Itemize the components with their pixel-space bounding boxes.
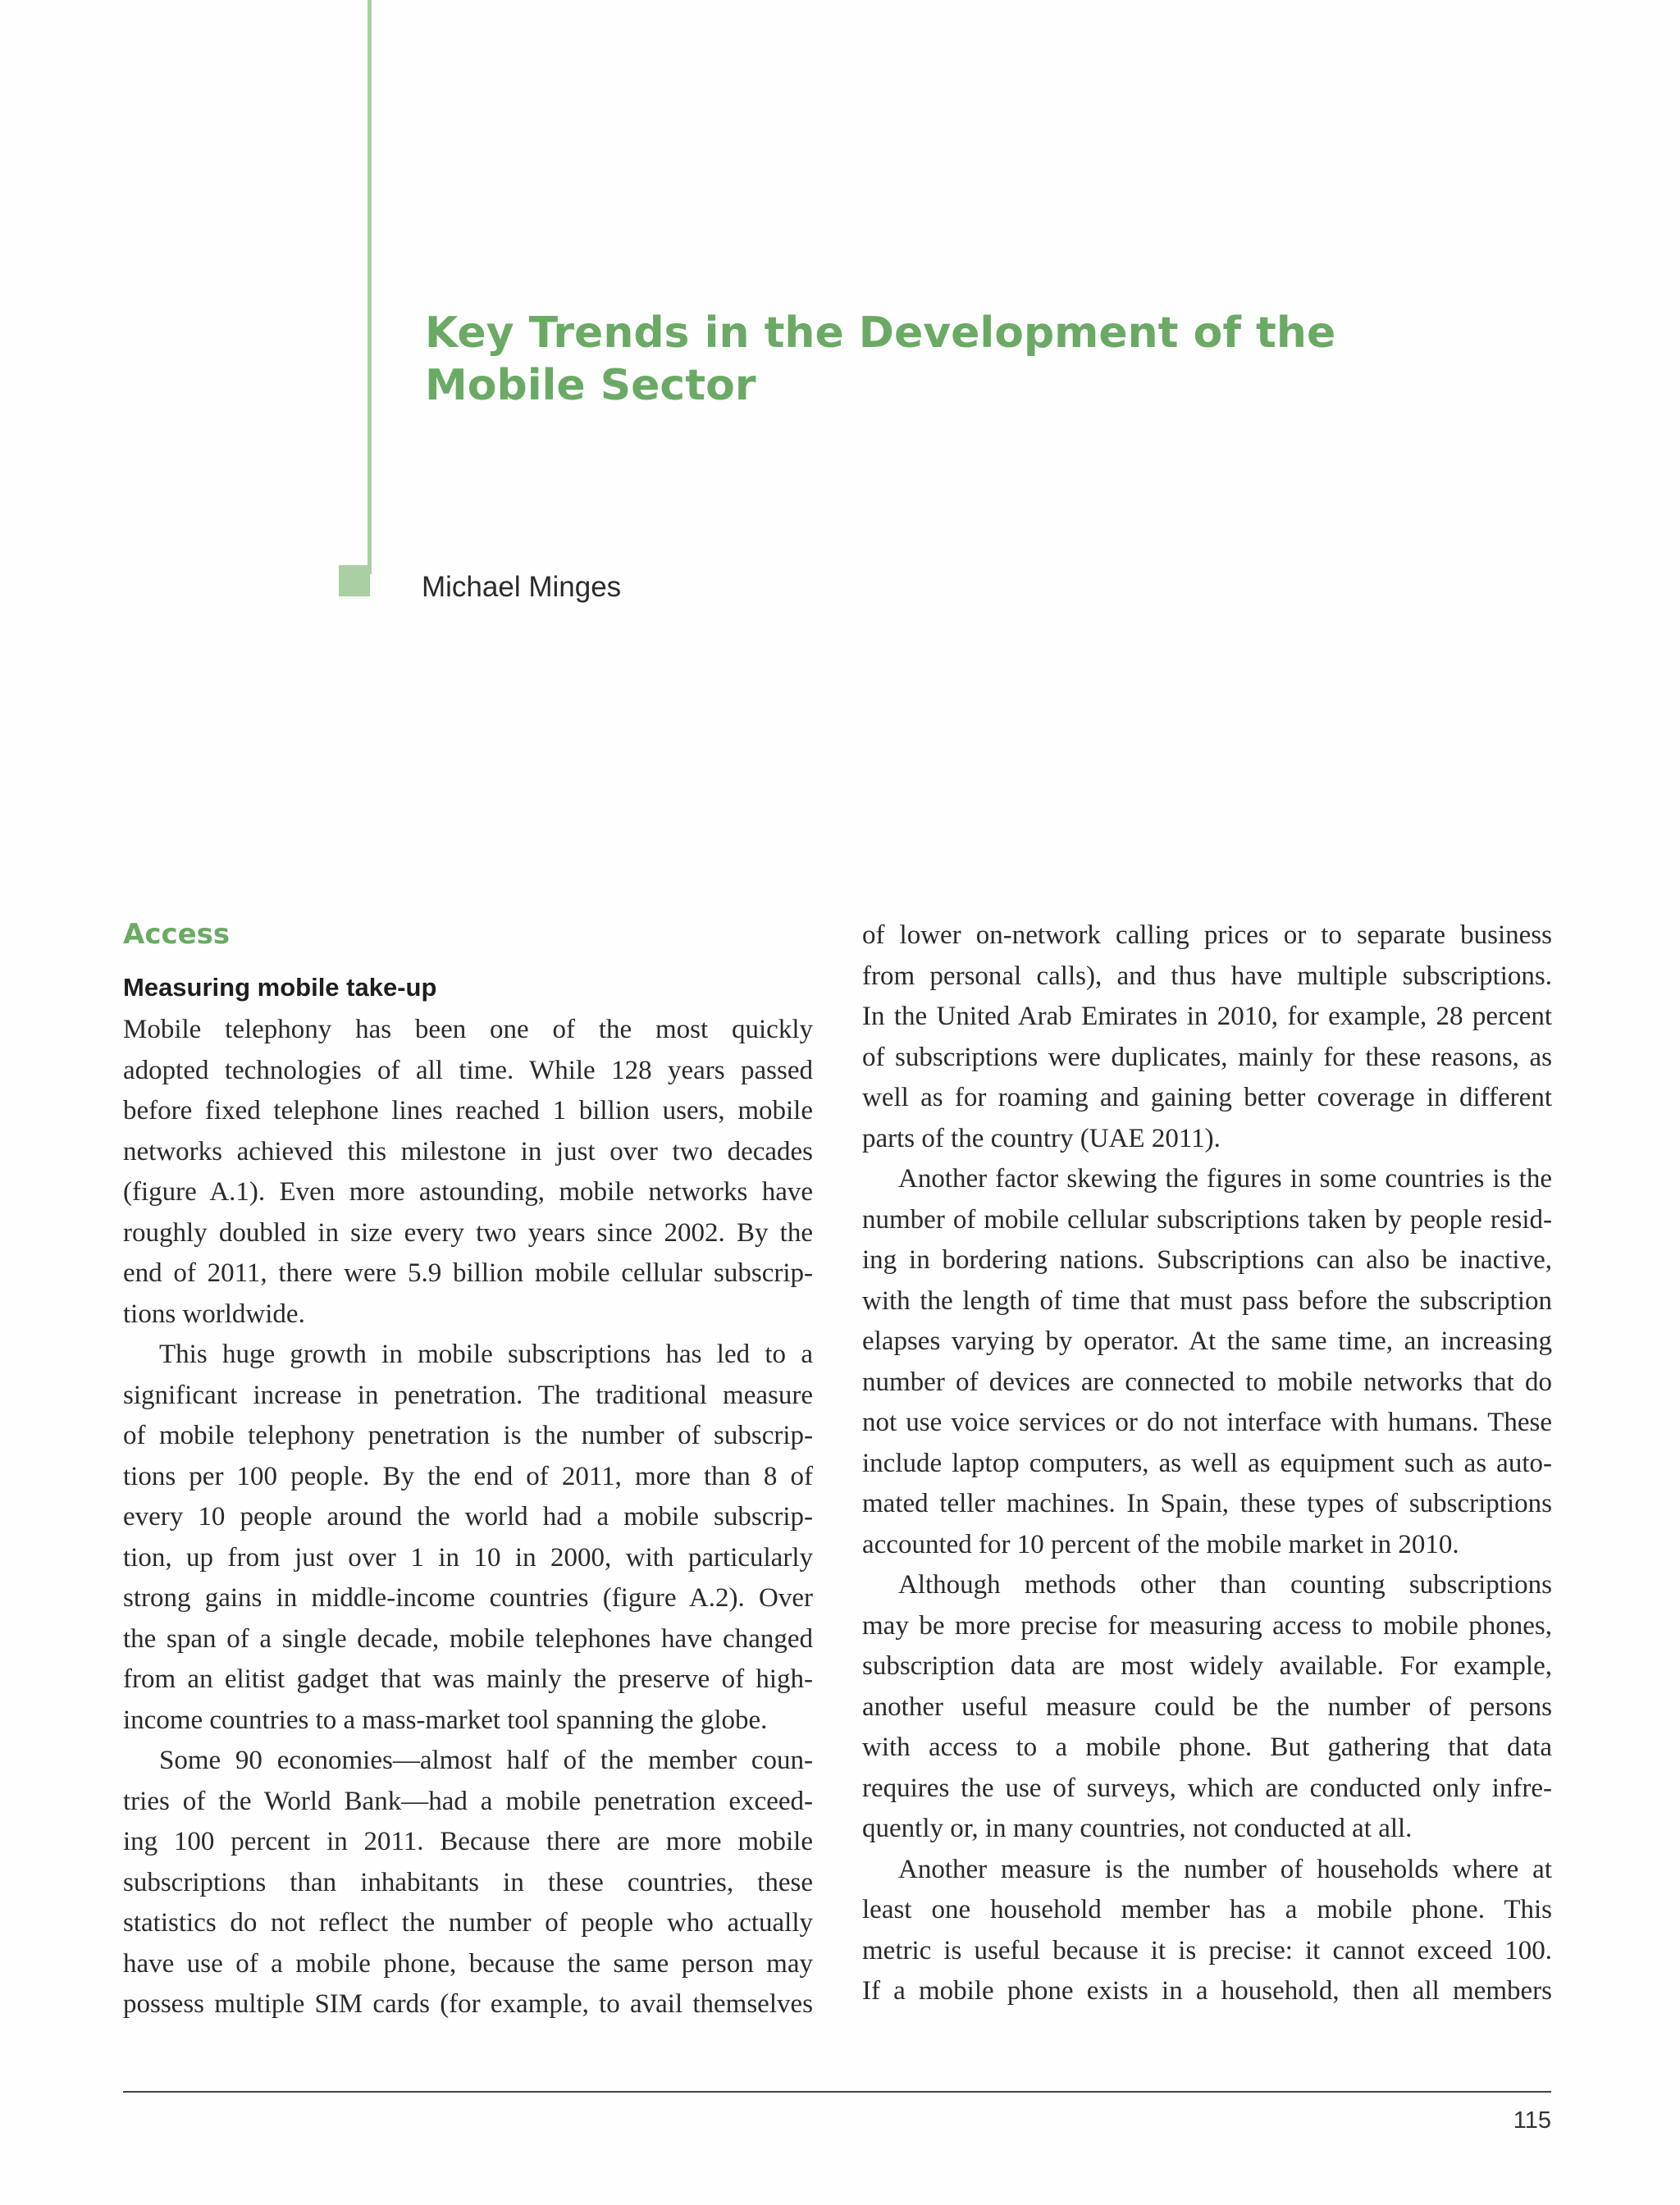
right-column bbox=[862, 915, 1552, 2012]
paragraph bbox=[862, 1565, 1552, 1850]
text-line: accounted for 10 percent of the mobile market in 2010. bbox=[862, 1529, 1459, 1559]
text-line: In the United Arab Emirates in 2010, for example, 28 percent bbox=[862, 1002, 1552, 1031]
left-column bbox=[123, 915, 813, 2025]
text-line: This huge growth in mobile subscriptions has led to a bbox=[159, 1340, 813, 1369]
chapter-title-line-1: Key Trends in the Development of the bbox=[425, 308, 1336, 358]
text-line: ing 100 percent in 2011. Because there are more mobile bbox=[123, 1827, 813, 1856]
paragraph bbox=[862, 1850, 1552, 2012]
text-line: (figure A.1). Even more astounding, mobile networks have bbox=[123, 1177, 813, 1207]
text-line: end of 2011, there were 5.9 billion mobile cellular subscrip- bbox=[123, 1258, 813, 1288]
text-line: Although methods other than counting subscriptions bbox=[898, 1570, 1552, 1600]
text-line: tion, up from just over 1 in 10 in 2000, with particularly bbox=[123, 1542, 813, 1573]
chapter-title bbox=[425, 307, 1573, 412]
text-line: with the length of time that must pass before the subscription bbox=[862, 1285, 1552, 1316]
paragraph bbox=[123, 1010, 813, 1335]
text-line: the span of a single decade, mobile telephones have changed bbox=[123, 1623, 813, 1654]
text-line: number of mobile cellular subscriptions taken by people resid- bbox=[862, 1204, 1552, 1235]
text-line: before fixed telephone lines reached 1 billion users, mobile bbox=[123, 1096, 813, 1125]
footer-rule bbox=[123, 2091, 1551, 2093]
text-line: of mobile telephony penetration is the number of subscrip- bbox=[123, 1421, 813, 1450]
text-line: income countries to a mass-market tool spanning the globe. bbox=[123, 1705, 768, 1735]
text-line: metric is useful because it is precise: it cannot exceed 100. bbox=[862, 1935, 1552, 1965]
text-line: well as for roaming and gaining better coverage in different bbox=[862, 1083, 1552, 1112]
text-line: mated teller machines. In Spain, these types of subscriptions bbox=[862, 1489, 1552, 1518]
text-line: subscriptions than inhabitants in these countries, these bbox=[123, 1867, 813, 1897]
text-line: may be more precise for measuring access to mobile phones, bbox=[862, 1610, 1552, 1641]
text-line: Mobile telephony has been one of the most quickly bbox=[123, 1015, 813, 1044]
page-number: 115 bbox=[1513, 2107, 1551, 2134]
text-line: include laptop computers, as well as equipment such as auto- bbox=[862, 1448, 1552, 1478]
text-line: of lower on-network calling prices or to separate business bbox=[862, 920, 1552, 950]
text-line: networks achieved this milestone in just over two decades bbox=[123, 1136, 813, 1166]
paragraph bbox=[123, 1335, 813, 1741]
text-line: If a mobile phone exists in a household, then all members bbox=[862, 1976, 1552, 2006]
text-line: from an elitist gadget that was mainly the preserve of high- bbox=[123, 1664, 813, 1694]
text-line: tions per 100 people. By the end of 2011, more than 8 of bbox=[123, 1461, 813, 1491]
text-line: statistics do not reflect the number of people who actually bbox=[123, 1908, 813, 1938]
text-line: every 10 people around the world had a mobile subscrip- bbox=[123, 1502, 813, 1532]
text-line: tries of the World Bank—had a mobile penetration exceed- bbox=[123, 1786, 813, 1816]
text-line: another useful measure could be the number of persons bbox=[862, 1691, 1552, 1722]
section-heading: Access bbox=[123, 918, 231, 951]
text-line: strong gains in middle-income countries (figure A.2). Over bbox=[123, 1583, 813, 1613]
paragraph bbox=[862, 1159, 1552, 1565]
text-line: subscription data are most widely available. For example, bbox=[862, 1651, 1552, 1681]
chapter-title-line-2: Mobile Sector bbox=[425, 361, 756, 410]
text-line: parts of the country (UAE 2011). bbox=[862, 1123, 1221, 1153]
text-line: tions worldwide. bbox=[123, 1299, 305, 1329]
text-line: Another measure is the number of households where at bbox=[898, 1854, 1552, 1884]
text-line: of subscriptions were duplicates, mainly for these reasons, as bbox=[862, 1042, 1552, 1072]
text-line: roughly doubled in size every two years since 2002. By the bbox=[123, 1217, 813, 1248]
text-line: elapses varying by operator. At the same time, an increasing bbox=[862, 1326, 1552, 1356]
text-line: Another factor skewing the figures in some countries is the bbox=[898, 1164, 1552, 1194]
subsection-heading: Measuring mobile take-up bbox=[123, 973, 437, 1002]
text-line: adopted technologies of all time. While 128 years passed bbox=[123, 1055, 813, 1085]
paragraph bbox=[123, 1741, 813, 2025]
chapter-accent-line bbox=[368, 0, 372, 574]
text-line: Some 90 economies—almost half of the member coun- bbox=[159, 1746, 813, 1775]
text-line: with access to a mobile phone. But gathering that data bbox=[862, 1732, 1552, 1762]
author-name: Michael Minges bbox=[422, 571, 622, 603]
text-line: quently or, in many countries, not conducted at all. bbox=[862, 1814, 1413, 1843]
text-line: least one household member has a mobile phone. This bbox=[862, 1895, 1552, 1924]
text-line: have use of a mobile phone, because the same person may bbox=[123, 1948, 813, 1979]
author-marker-square bbox=[339, 565, 370, 596]
text-line: from personal calls), and thus have multiple subscriptions. bbox=[862, 961, 1552, 991]
text-line: number of devices are connected to mobile networks that do bbox=[862, 1367, 1552, 1397]
text-line: not use voice services or do not interface with humans. These bbox=[862, 1408, 1552, 1437]
text-line: significant increase in penetration. The traditional measure bbox=[123, 1380, 813, 1410]
text-line: ing in bordering nations. Subscriptions can also be inactive, bbox=[862, 1245, 1552, 1275]
paragraph bbox=[862, 915, 1552, 1159]
text-line: requires the use of surveys, which are conducted only infre- bbox=[862, 1773, 1552, 1803]
text-line: possess multiple SIM cards (for example, to avail themselves bbox=[123, 1989, 813, 2019]
